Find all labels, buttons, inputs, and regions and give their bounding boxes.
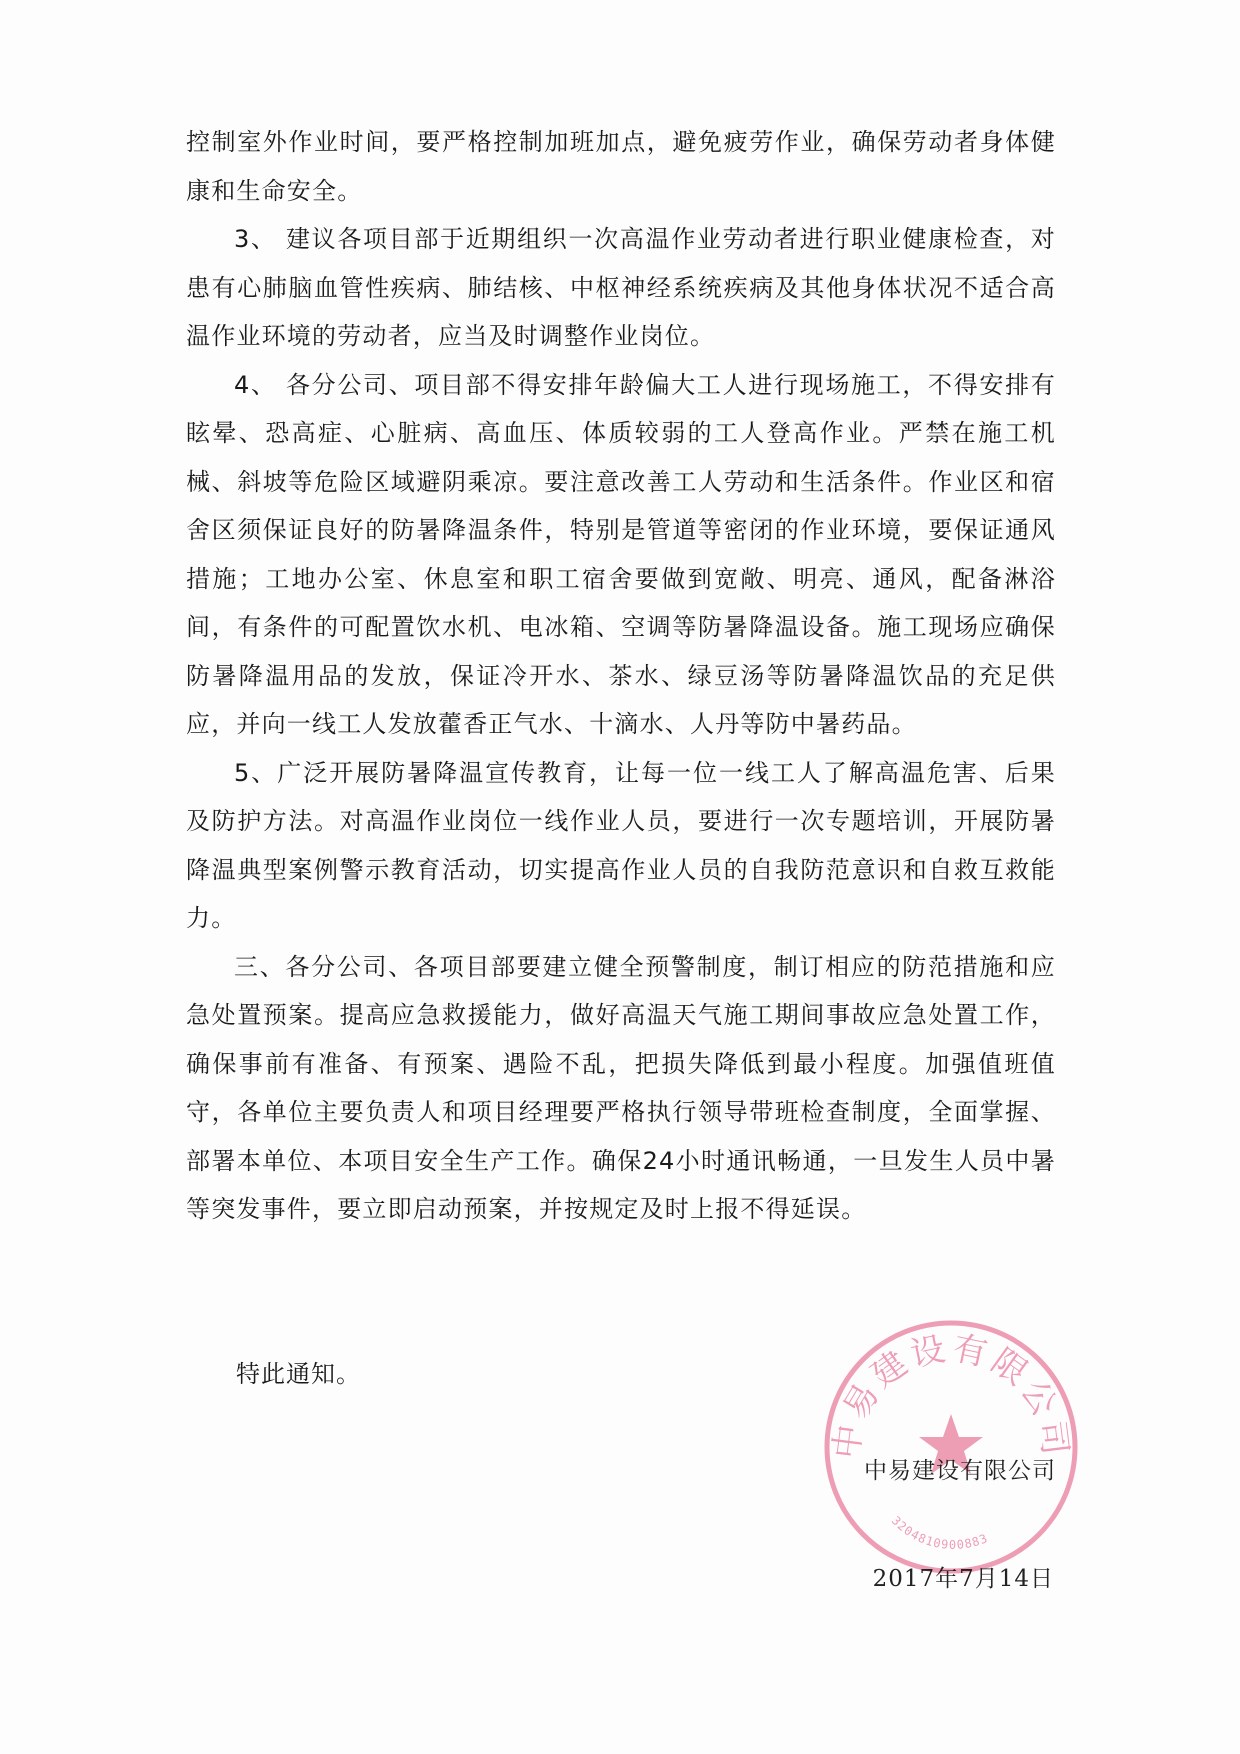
- paragraph-item-4: 4、 各分公司、项目部不得安排年龄偏大工人进行现场施工，不得安排有眩晕、恐高症、心脏病、高血压、体质较弱的工人登高作业。严禁在施工机械、斜坡等危险区域避阴乘凉。要注意改善工人劳动和生活条件。作业区和宿舍区须保证良好的防暑降温条件，特别是管道等密闭的作业环境，要保证通风措施；工地办公室、休息室和职工宿舍要做到宽敞、明亮、通风，配备淋浴间，有条件的可配置饮水机、电冰箱、空调等防暑降温设备。施工现场应确保防暑降温用品的发放，保证冷开水、茶水、绿豆汤等防暑降温饮品的充足供应，并向一线工人发放藿香正气水、十滴水、人丹等防中暑药品。: [186, 370, 1056, 738]
- paragraph-continuation: 控制室外作业时间，要严格控制加班加点，避免疲劳作业，确保劳动者身体健康和生命安全。: [186, 128, 1056, 205]
- seal-name: 中易建设有限公司: [826, 1328, 1076, 1462]
- paragraph-item-5: 5、广泛开展防暑降温宣传教育，让每一位一线工人了解高温危害、后果及防护方法。对高温作业岗位一线作业人员，要进行一次专题培训，开展防暑降温典型案例警示教育活动，切实提高作业人员的自我防范意识和自救互救能力。: [186, 758, 1056, 932]
- document-body: [186, 118, 1056, 1234]
- paragraph-section-3: 三、各分公司、各项目部要建立健全预警制度，制订相应的防范措施和应急处置预案。提高应急救援能力，做好高温天气施工期间事故应急处置工作，确保事前有准备、有预案、遇险不乱，把损失降低到最小程度。加强值班值守，各单位主要负责人和项目经理要严格执行领导带班检查制度，全面掌握、部署本单位、本项目安全生产工作。确保24小时通讯畅通，一旦发生人员中暑等突发事件，要立即启动预案，并按规定及时上报不得延误。: [186, 952, 1056, 1223]
- seal-number: 3204810900883: [888, 1513, 991, 1552]
- document-date: 2017年7月14日: [872, 1566, 1054, 1592]
- closing-notice: 特此通知。: [236, 1360, 361, 1388]
- company-seal: [820, 1316, 1082, 1578]
- paragraph-item-3: 3、 建议各项目部于近期组织一次高温作业劳动者进行职业健康检查，对患有心肺脑血管性疾病、肺结核、中枢神经系统疾病及其他身体状况不适合高温作业环境的劳动者，应当及时调整作业岗位。: [186, 225, 1056, 350]
- signer-company: 中易建设有限公司: [864, 1458, 1056, 1484]
